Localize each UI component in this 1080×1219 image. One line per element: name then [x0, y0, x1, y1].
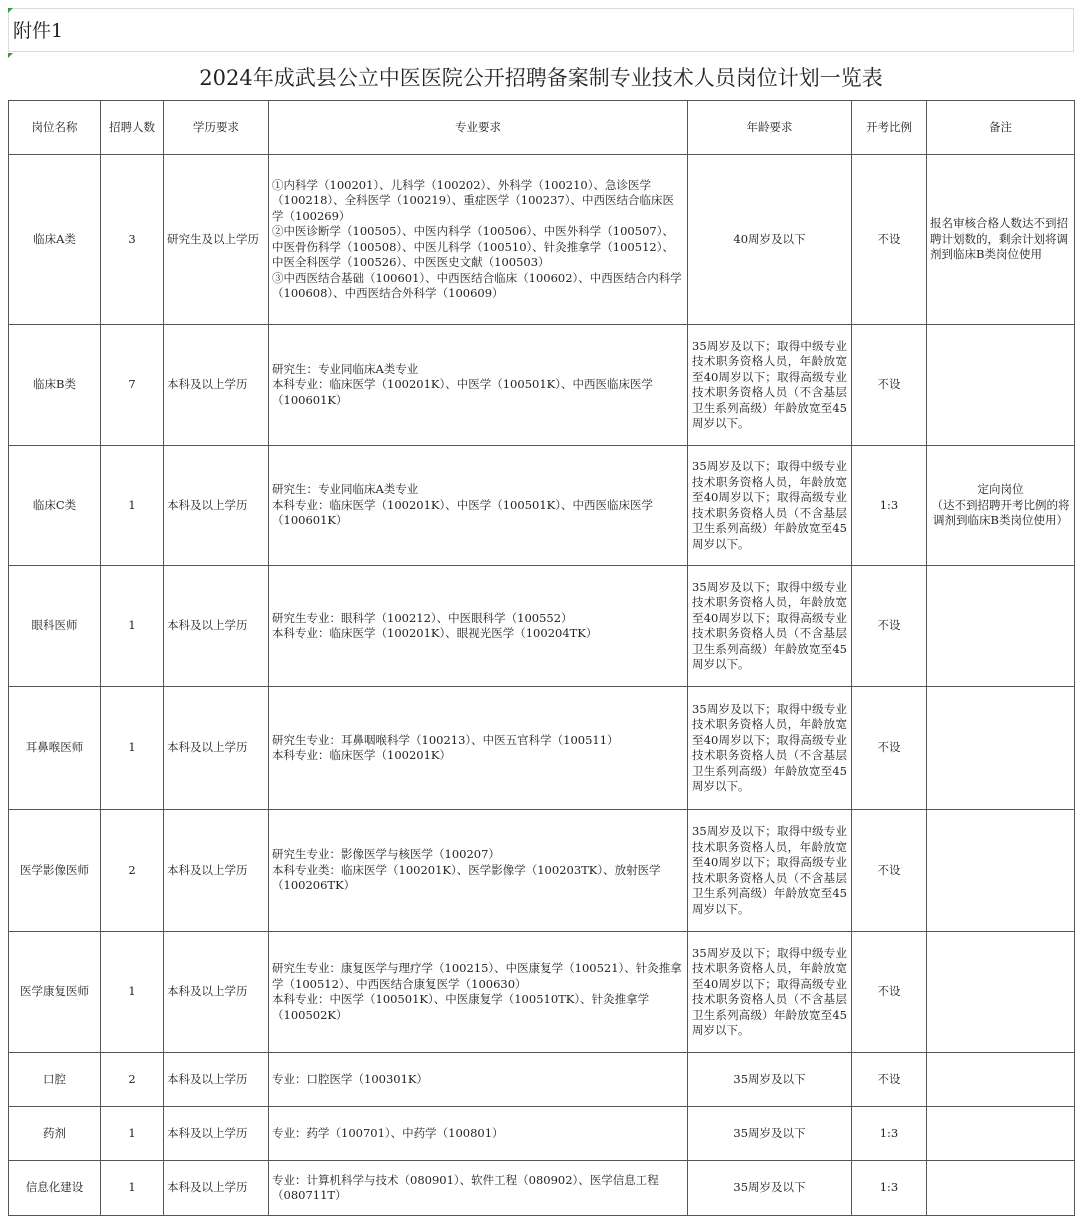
cell-count: 1: [101, 932, 164, 1053]
recruitment-table: [8, 100, 1075, 1216]
cell-position: 药剂: [9, 1107, 101, 1161]
cell-marker-icon: [8, 8, 13, 13]
cell-position: 临床C类: [9, 446, 101, 566]
cell-remark: [927, 687, 1075, 810]
cell-education: 本科及以上学历: [164, 566, 269, 687]
cell-count: 1: [101, 1161, 164, 1216]
table-header-row: [9, 101, 1075, 155]
cell-remark: [927, 325, 1075, 446]
header-count: 招聘人数: [101, 101, 164, 155]
cell-count: 1: [101, 446, 164, 566]
cell-age: 35周岁及以下；取得中级专业技术职务资格人员，年龄放宽至40周岁以下；取得高级专业技术职务资格人员（不含基层卫生系列高级）年龄放宽至45周岁以下。: [688, 932, 852, 1053]
cell-remark: 定向岗位 （达不到招聘开考比例的将调剂到临床B类岗位使用）: [927, 446, 1075, 566]
table-row: [9, 566, 1075, 687]
cell-age: 35周岁及以下: [688, 1161, 852, 1216]
cell-major: 研究生：专业同临床A类专业 本科专业：临床医学（100201K）、中医学（100501K）、中西医临床医学（100601K）: [269, 446, 688, 566]
cell-count: 7: [101, 325, 164, 446]
cell-remark: [927, 1107, 1075, 1161]
cell-major: ①内科学（100201）、儿科学（100202）、外科学（100210）、急诊医学（100218）、全科医学（100219）、重症医学（100237）、中西医结合临床医学（100269） ②中医诊断学（100505）、中医内科学（100506）、中医外科学（100507）、中医骨伤科学（100508）、中医儿科学（100510）、针灸推拿学（100512）、中医全科医学（100526）、中医医史文献（100503） ③中西医结合基础（100601）、中西医结合临床（100602）、中西医结合内科学（100608）、中西医结合外科学（100609）: [269, 155, 688, 325]
table-row: [9, 1107, 1075, 1161]
cell-ratio: 不设: [852, 566, 927, 687]
cell-remark: [927, 566, 1075, 687]
table-row: [9, 446, 1075, 566]
page-title: 2024年成武县公立中医医院公开招聘备案制专业技术人员岗位计划一览表: [199, 66, 883, 90]
cell-ratio: 不设: [852, 810, 927, 932]
cell-count: 2: [101, 810, 164, 932]
cell-count: 1: [101, 566, 164, 687]
cell-remark: [927, 810, 1075, 932]
cell-remark: 报名审核合格人数达不到招聘计划数的，剩余计划将调剂到临床B类岗位使用: [927, 155, 1075, 325]
cell-position: 医学康复医师: [9, 932, 101, 1053]
cell-count: 1: [101, 1107, 164, 1161]
cell-position: 信息化建设: [9, 1161, 101, 1216]
table-row: [9, 1161, 1075, 1216]
cell-education: 本科及以上学历: [164, 1053, 269, 1107]
cell-age: 35周岁及以下；取得中级专业技术职务资格人员，年龄放宽至40周岁以下；取得高级专业技术职务资格人员（不含基层卫生系列高级）年龄放宽至45周岁以下。: [688, 810, 852, 932]
cell-position: 医学影像医师: [9, 810, 101, 932]
cell-ratio: 不设: [852, 687, 927, 810]
cell-education: 本科及以上学历: [164, 810, 269, 932]
cell-ratio: 1:3: [852, 446, 927, 566]
cell-education: 本科及以上学历: [164, 1107, 269, 1161]
cell-position: 眼科医师: [9, 566, 101, 687]
header-education: 学历要求: [164, 101, 269, 155]
cell-count: 2: [101, 1053, 164, 1107]
table-row: [9, 687, 1075, 810]
header-major: 专业要求: [269, 101, 688, 155]
cell-position: 耳鼻喉医师: [9, 687, 101, 810]
cell-major: 研究生专业：耳鼻咽喉科学（100213）、中医五官科学（100511） 本科专业：临床医学（100201K）: [269, 687, 688, 810]
cell-age: 35周岁及以下；取得中级专业技术职务资格人员，年龄放宽至40周岁以下；取得高级专业技术职务资格人员（不含基层卫生系列高级）年龄放宽至45周岁以下。: [688, 566, 852, 687]
table-row: [9, 155, 1075, 325]
cell-education: 本科及以上学历: [164, 325, 269, 446]
cell-age: 40周岁及以下: [688, 155, 852, 325]
cell-major: 研究生：专业同临床A类专业 本科专业：临床医学（100201K）、中医学（100501K）、中西医临床医学（100601K）: [269, 325, 688, 446]
cell-age: 35周岁及以下: [688, 1053, 852, 1107]
cell-ratio: 1:3: [852, 1161, 927, 1216]
cell-position: 临床B类: [9, 325, 101, 446]
cell-education: 本科及以上学历: [164, 1161, 269, 1216]
cell-remark: [927, 1161, 1075, 1216]
cell-education: 本科及以上学历: [164, 932, 269, 1053]
cell-major: 研究生专业：眼科学（100212）、中医眼科学（100552） 本科专业：临床医学（100201K）、眼视光医学（100204TK）: [269, 566, 688, 687]
cell-count: 1: [101, 687, 164, 810]
cell-age: 35周岁及以下；取得中级专业技术职务资格人员，年龄放宽至40周岁以下；取得高级专业技术职务资格人员（不含基层卫生系列高级）年龄放宽至45周岁以下。: [688, 687, 852, 810]
cell-age: 35周岁及以下；取得中级专业技术职务资格人员，年龄放宽至40周岁以下；取得高级专业技术职务资格人员（不含基层卫生系列高级）年龄放宽至45周岁以下。: [688, 325, 852, 446]
cell-position: 口腔: [9, 1053, 101, 1107]
cell-ratio: 1:3: [852, 1107, 927, 1161]
header-ratio: 开考比例: [852, 101, 927, 155]
cell-major: 研究生专业：影像医学与核医学（100207） 本科专业类：临床医学（100201K）、医学影像学（100203TK）、放射医学（100206TK）: [269, 810, 688, 932]
cell-major: 专业：计算机科学与技术（080901）、软件工程（080902）、医学信息工程（080711T）: [269, 1161, 688, 1216]
cell-education: 研究生及以上学历: [164, 155, 269, 325]
cell-major: 研究生专业：康复医学与理疗学（100215）、中医康复学（100521）、针灸推拿学（100512）、中西医结合康复医学（100630） 本科专业：中医学（100501K）、中医康复学（100510TK）、针灸推拿学（100502K）: [269, 932, 688, 1053]
header-age: 年龄要求: [688, 101, 852, 155]
cell-ratio: 不设: [852, 1053, 927, 1107]
cell-age: 35周岁及以下；取得中级专业技术职务资格人员，年龄放宽至40周岁以下；取得高级专业技术职务资格人员（不含基层卫生系列高级）年龄放宽至45周岁以下。: [688, 446, 852, 566]
cell-ratio: 不设: [852, 155, 927, 325]
cell-ratio: 不设: [852, 325, 927, 446]
header-remark: 备注: [927, 101, 1075, 155]
cell-ratio: 不设: [852, 932, 927, 1053]
cell-major: 专业：口腔医学（100301K）: [269, 1053, 688, 1107]
cell-remark: [927, 932, 1075, 1053]
table-row: [9, 932, 1075, 1053]
table-row: [9, 1053, 1075, 1107]
table-row: [9, 325, 1075, 446]
table-row: [9, 810, 1075, 932]
header-position: 岗位名称: [9, 101, 101, 155]
cell-position: 临床A类: [9, 155, 101, 325]
cell-count: 3: [101, 155, 164, 325]
cell-major: 专业：药学（100701）、中药学（100801）: [269, 1107, 688, 1161]
cell-education: 本科及以上学历: [164, 446, 269, 566]
cell-age: 35周岁及以下: [688, 1107, 852, 1161]
cell-education: 本科及以上学历: [164, 687, 269, 810]
cell-remark: [927, 1053, 1075, 1107]
attachment-label: 附件1: [8, 8, 1074, 52]
